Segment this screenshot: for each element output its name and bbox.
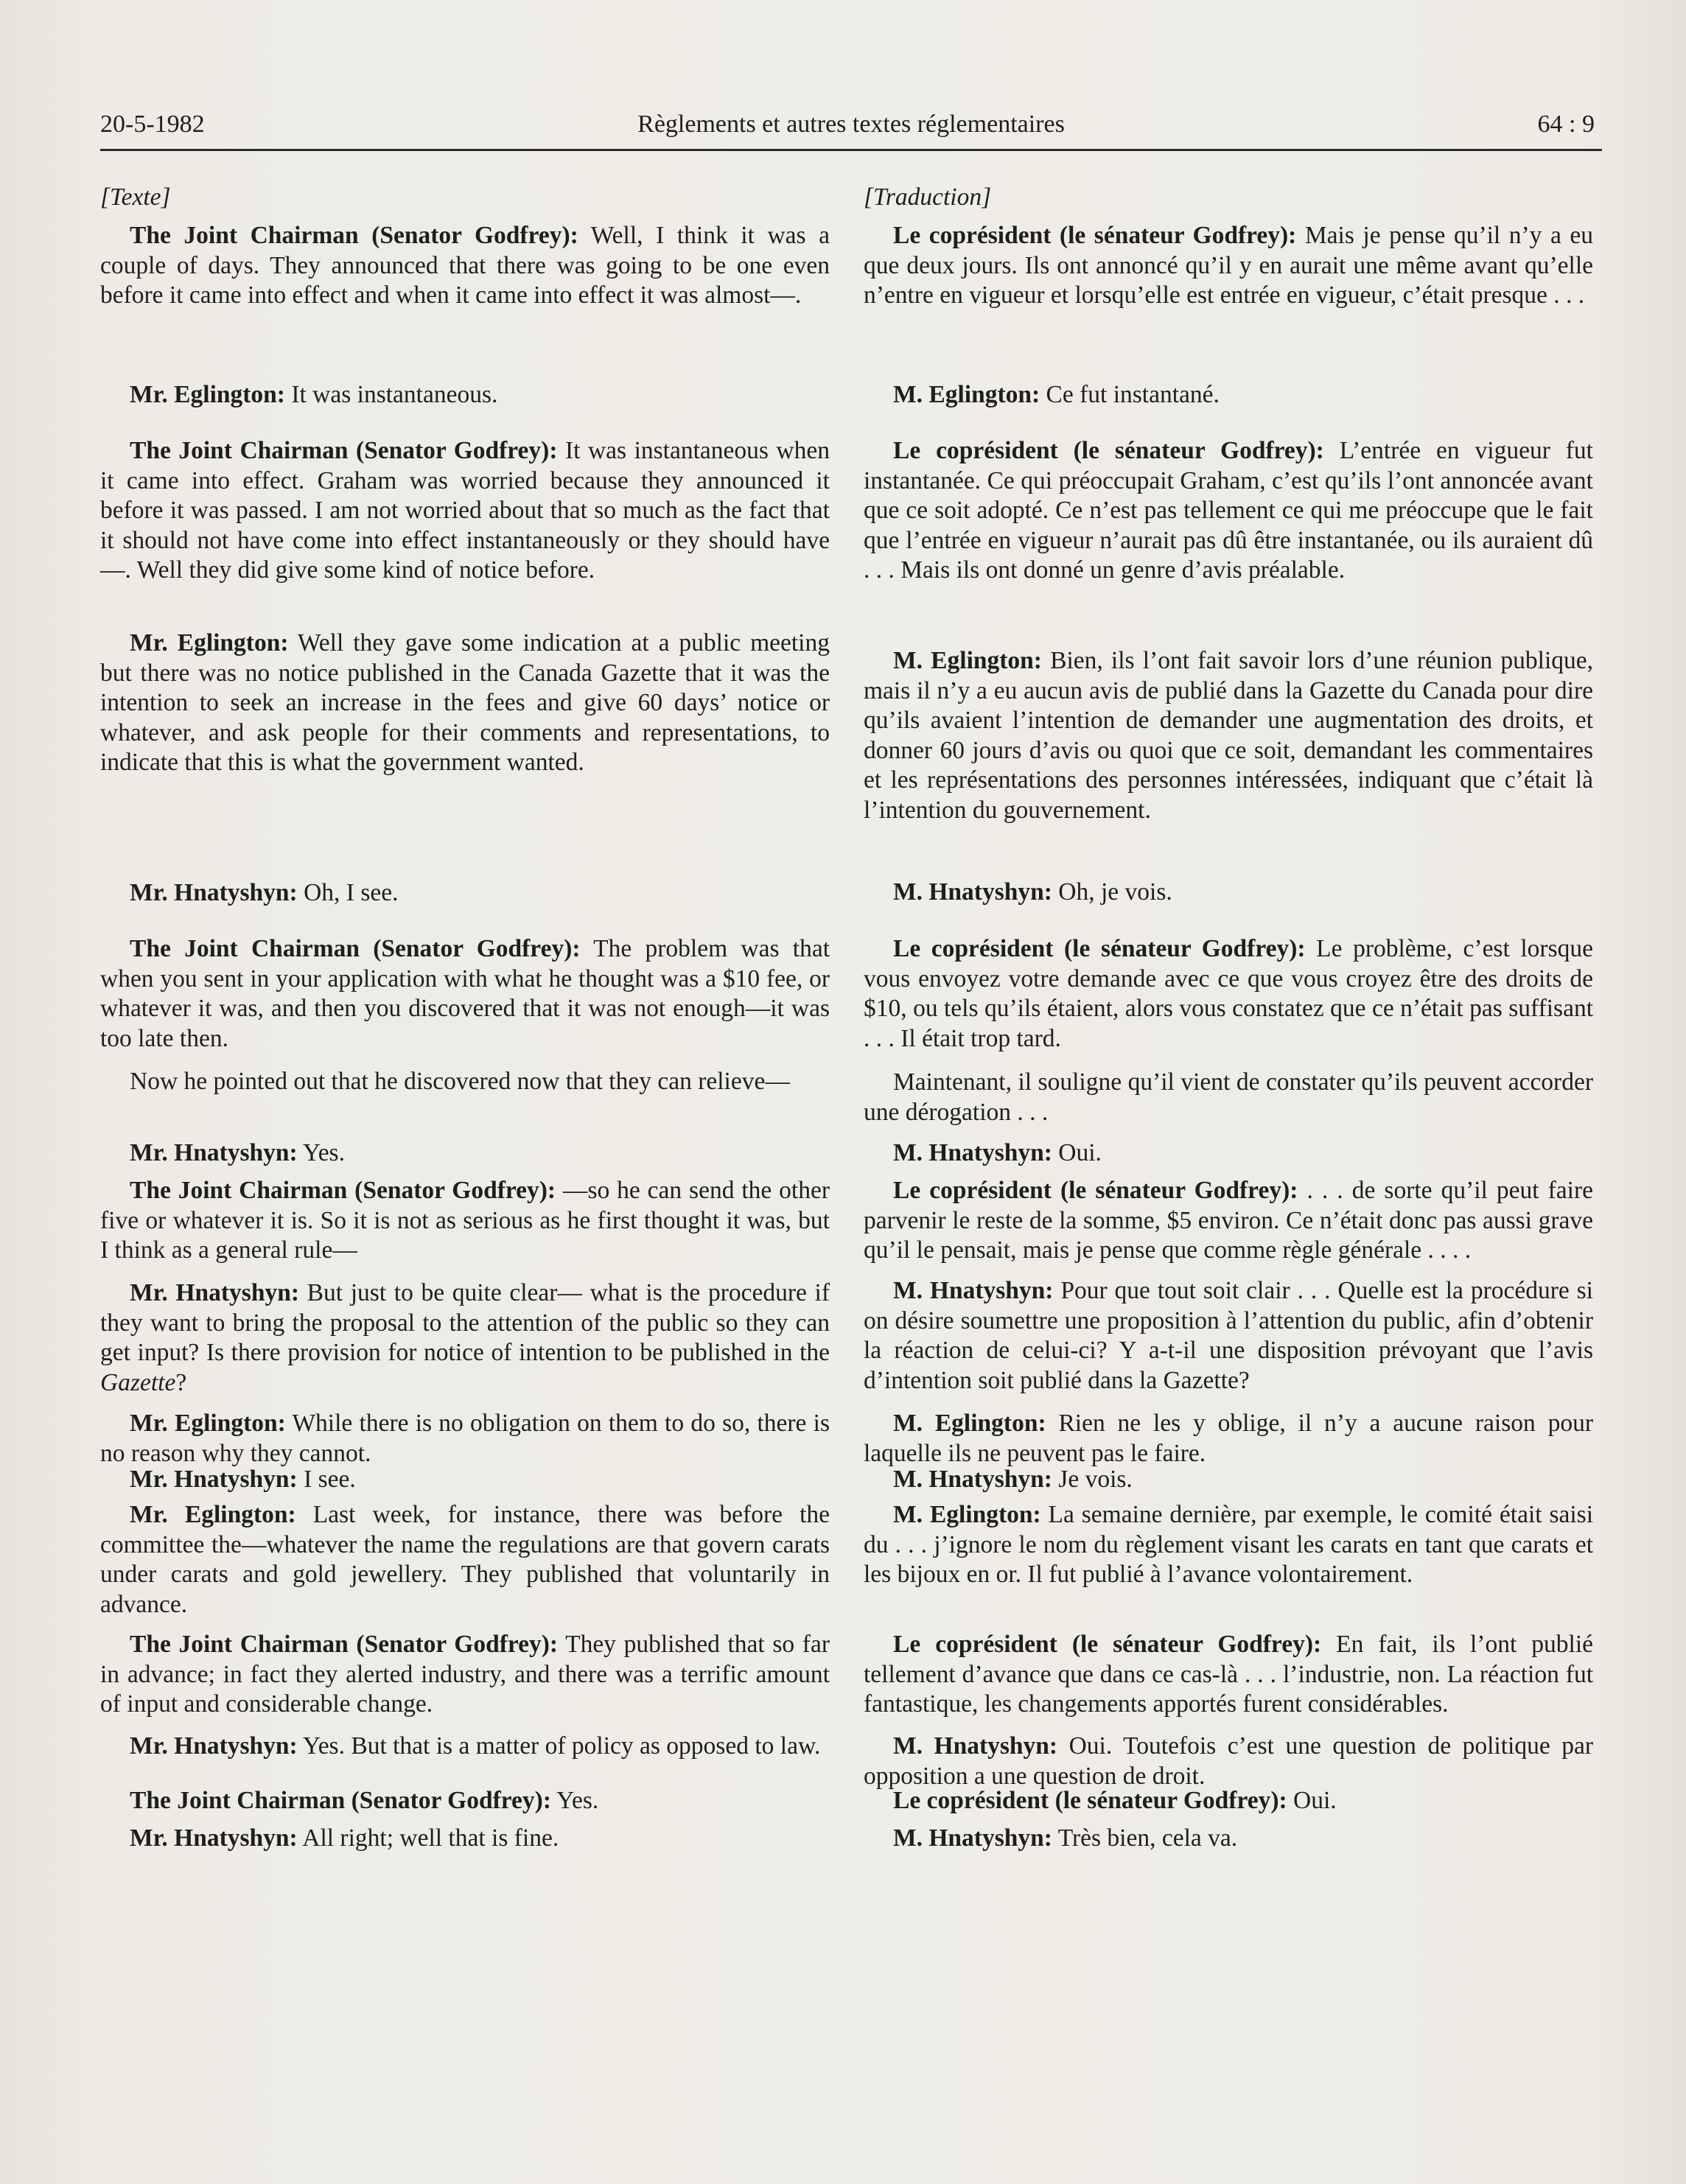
speech-text: It was instantaneous. — [284, 381, 498, 408]
speaker-name: M. Hnatyshyn: — [893, 1139, 1052, 1166]
transcript-paragraph — [864, 878, 1593, 908]
transcript-paragraph — [100, 934, 830, 1054]
transcript-paragraph — [100, 1786, 830, 1816]
transcript-paragraph — [100, 1278, 830, 1398]
speech-text: Pour que tout soit clair . . . Quelle est la procédure si on désire soumettre une proposition à l’attention du public, afin d’obtenir la réaction de celui-ci? Y a-t-il une disposition prévoyant que l’avis d’intention soit publié dans la Gazette? — [864, 1277, 1593, 1394]
transcript-paragraph — [100, 380, 830, 410]
speech-text-tail: ? — [175, 1368, 187, 1396]
speech-text: Oui. — [1287, 1787, 1337, 1814]
speaker-name: Le coprésident (le sénateur Godfrey): — [893, 437, 1324, 464]
speech-text: It was instantaneous when it came into effect. Graham was worried because they announced it before it was passed. I am not worried about that so much as the fact that it should not have come into effect instantaneously or they should have—. Well they did give some kind of notice before. — [100, 437, 830, 584]
speech-text: Bien, ils l’ont fait savoir lors d’une réunion publique, mais il n’y a eu aucun avis de publié dans la Gazette du Canada pour dire qu’ils avaient l’intention de demander une augmentation des droits, et donner 60 jours d’avis ou quoi que ce soit, demandant les commentaires et les représentations des personnes intéressées, indiquant que c’était là l’intention du gouvernement. — [864, 647, 1593, 824]
transcript-paragraph — [100, 221, 830, 311]
speaker-name: Le coprésident (le sénateur Godfrey): — [893, 1787, 1287, 1814]
speech-text: Yes. But that is a matter of policy as opposed to law. — [297, 1732, 821, 1760]
speaker-name: M. Hnatyshyn: — [893, 1466, 1052, 1493]
speaker-name: M. Eglington: — [893, 647, 1042, 674]
speaker-name: Mr. Eglington: — [130, 381, 285, 408]
transcript-paragraph — [864, 1068, 1593, 1127]
speaker-name: Mr. Hnatyshyn: — [130, 879, 298, 906]
speaker-name: M. Hnatyshyn: — [893, 1277, 1054, 1304]
transcript-paragraph — [100, 1138, 830, 1169]
transcript-paragraph — [864, 934, 1593, 1054]
speech-text: La semaine dernière, par exemple, le comité était saisi du . . . j’ignore le nom du règlement visant les carats en tant que carats et les bijoux en or. Il fut publié à l’avance volontairement. — [864, 1501, 1593, 1588]
transcript-paragraph — [864, 1824, 1593, 1854]
speech-text: Oh, je vois. — [1052, 878, 1172, 906]
transcript-paragraph — [864, 1176, 1593, 1266]
speech-text: Well they gave some indication at a public meeting but there was no notice published in the Canada Gazette that it was the intention to seek an increase in the fees and give 60 days’ notice or whatever, and ask people for their comments and representations, to indicate that this is what the government wanted. — [100, 629, 830, 776]
speaker-name: Mr. Hnatyshyn: — [130, 1824, 298, 1852]
speech-text: . . . de sorte qu’il peut faire parvenir le reste de la somme, $5 environ. Ce n’était donc pas aussi grave qu’il le pensait, mais je pense que comme règle générale . . . . — [864, 1177, 1593, 1264]
transcript-paragraph — [864, 1630, 1593, 1720]
speech-text: Rien ne les y oblige, il n’y a aucune raison pour laquelle ils ne peuvent pas le faire. — [864, 1410, 1593, 1467]
column-label: [Traduction] — [864, 183, 992, 211]
transcript-paragraph — [100, 1409, 830, 1469]
speaker-name: Le coprésident (le sénateur Godfrey): — [893, 1177, 1298, 1204]
column-label: [Texte] — [100, 183, 171, 211]
speaker-name: The Joint Chairman (Senator Godfrey): — [130, 1177, 556, 1204]
english-column — [100, 183, 830, 1852]
transcript-paragraph — [100, 1630, 830, 1720]
speech-text: Well, I think it was a couple of days. They announced that there was going to be one even before it came into effect and when it came into effect it was almost—. — [100, 222, 830, 309]
speech-text: Yes. — [550, 1787, 599, 1814]
speaker-name: The Joint Chairman (Senator Godfrey): — [130, 222, 578, 249]
transcript-paragraph — [100, 1465, 830, 1495]
transcript-paragraph — [100, 1500, 830, 1620]
transcript-paragraph — [864, 380, 1593, 410]
speaker-name: Mr. Eglington: — [130, 1410, 286, 1437]
speech-text: En fait, ils l’ont publié tellement d’avance que dans ce cas-là . . . l’industrie, non. La réaction fut fantastique, les changements apportés furent considérables. — [864, 1631, 1593, 1718]
speech-text: Maintenant, il souligne qu’il vient de constater qu’ils peuvent accorder une dérogation . . . — [864, 1068, 1593, 1126]
speaker-name: M. Hnatyshyn: — [893, 1824, 1052, 1852]
speaker-name: Mr. Eglington: — [130, 629, 289, 657]
speech-text: Le problème, c’est lorsque vous envoyez votre demande avec ce que vous croyez être des droits de $10, ou tels qu’ils étaient, alors vous constatez que ce n’était pas suffisant . . . Il était trop tard. — [864, 935, 1593, 1052]
transcript-paragraph — [100, 436, 830, 586]
speech-text: Yes. — [297, 1139, 345, 1166]
transcript-paragraph — [864, 646, 1593, 825]
speech-text: They published that so far in advance; in fact they alerted industry, and there was a terrific amount of input and considerable change. — [100, 1631, 830, 1718]
transcript-paragraph — [864, 1500, 1593, 1590]
speech-text: But just to be quite clear— what is the procedure if they want to bring the proposal to the attention of the public so they can get input? Is there provision for notice of intention to be published in the — [100, 1279, 830, 1366]
transcript-paragraph — [100, 1067, 830, 1097]
french-column — [864, 183, 1593, 1852]
speech-text: The problem was that when you sent in your application with what he thought was a $10 fee, or whatever it was, and then you discovered that it was not enough—it was too late then. — [100, 935, 830, 1052]
speech-text: Last week, for instance, there was before the committee the—whatever the name the regulations are that govern carats under carats and gold jewellery. They published that voluntarily in advance. — [100, 1501, 830, 1618]
speaker-name: The Joint Chairman (Senator Godfrey): — [130, 1787, 551, 1814]
speaker-name: Le coprésident (le sénateur Godfrey): — [893, 935, 1306, 962]
speaker-name: Mr. Eglington: — [130, 1501, 296, 1528]
speech-text: All right; well that is fine. — [297, 1824, 559, 1852]
speaker-name: M. Eglington: — [893, 1410, 1046, 1437]
speaker-name: The Joint Chairman (Senator Godfrey): — [130, 935, 581, 962]
speaker-name: Mr. Hnatyshyn: — [130, 1732, 298, 1760]
transcript-paragraph — [864, 1732, 1593, 1791]
speaker-name: Le coprésident (le sénateur Godfrey): — [893, 1631, 1322, 1658]
speaker-name: Le coprésident (le sénateur Godfrey): — [893, 222, 1297, 249]
speaker-name: M. Eglington: — [893, 381, 1040, 408]
speech-text: While there is no obligation on them to do so, there is no reason why they cannot. — [100, 1410, 830, 1467]
speaker-name: M. Hnatyshyn: — [893, 878, 1052, 906]
speech-text: Mais je pense qu’il n’y a eu que deux jours. Ils ont annoncé qu’il y en aurait une même avant qu’elle n’entre en vigueur et lorsqu’elle est entrée en vigueur, c’était presque . . . — [864, 222, 1593, 309]
speaker-name: M. Eglington: — [893, 1501, 1041, 1528]
speech-text: Oui. — [1052, 1139, 1102, 1166]
speech-text: I see. — [297, 1466, 356, 1493]
speaker-name: Mr. Hnatyshyn: — [130, 1279, 299, 1306]
transcript-paragraph — [100, 878, 830, 909]
speaker-name: The Joint Chairman (Senator Godfrey): — [130, 437, 558, 464]
speaker-name: Mr. Hnatyshyn: — [130, 1139, 298, 1166]
transcript-paragraph — [864, 1465, 1593, 1495]
speaker-name: Mr. Hnatyshyn: — [130, 1466, 298, 1493]
transcript-paragraph — [100, 629, 830, 778]
transcript-paragraph — [864, 1138, 1593, 1169]
transcript-paragraph — [864, 1276, 1593, 1396]
transcript-paragraph — [864, 1409, 1593, 1469]
page-header — [100, 108, 1602, 151]
speech-text: Je vois. — [1052, 1466, 1133, 1493]
header-page-number: 64 : 9 — [1537, 111, 1595, 138]
speech-text: Oh, I see. — [297, 879, 399, 906]
header-date: 20-5-1982 — [100, 111, 205, 138]
speech-text: Oui. Toutefois c’est une question de politique par opposition a une question de droit. — [864, 1732, 1593, 1790]
transcript-paragraph — [864, 436, 1593, 586]
transcript-paragraph — [100, 1732, 830, 1762]
speech-text: Now he pointed out that he discovered now that they can relieve— — [130, 1068, 790, 1095]
speech-text: Ce fut instantané. — [1040, 381, 1220, 408]
transcript-paragraph — [100, 1824, 830, 1854]
publication-name: Gazette — [100, 1368, 176, 1396]
transcript-paragraph — [864, 221, 1593, 311]
speaker-name: The Joint Chairman (Senator Godfrey): — [130, 1631, 559, 1658]
transcript-paragraph — [100, 1176, 830, 1266]
speaker-name: M. Hnatyshyn: — [893, 1732, 1058, 1760]
speech-text: Très bien, cela va. — [1052, 1824, 1238, 1852]
speech-text: L’entrée en vigueur fut instantanée. Ce qui préoccupait Graham, c’est qu’ils l’ont annoncée avant que ce soit adopté. Ce n’est pas tellement ce qui me préoccupe que le fait que l’entrée en vigueur n’aurait pas dû être instantanée, ou ils auraient dû . . . Mais ils ont donné un genre d’avis préalable. — [864, 437, 1593, 584]
header-title: Règlements et autres textes réglementaires — [637, 111, 1065, 138]
transcript-paragraph — [864, 1786, 1593, 1816]
speech-text: —so he can send the other five or whatever it is. So it is not as serious as he first thought it was, but I think as a general rule— — [100, 1177, 830, 1264]
